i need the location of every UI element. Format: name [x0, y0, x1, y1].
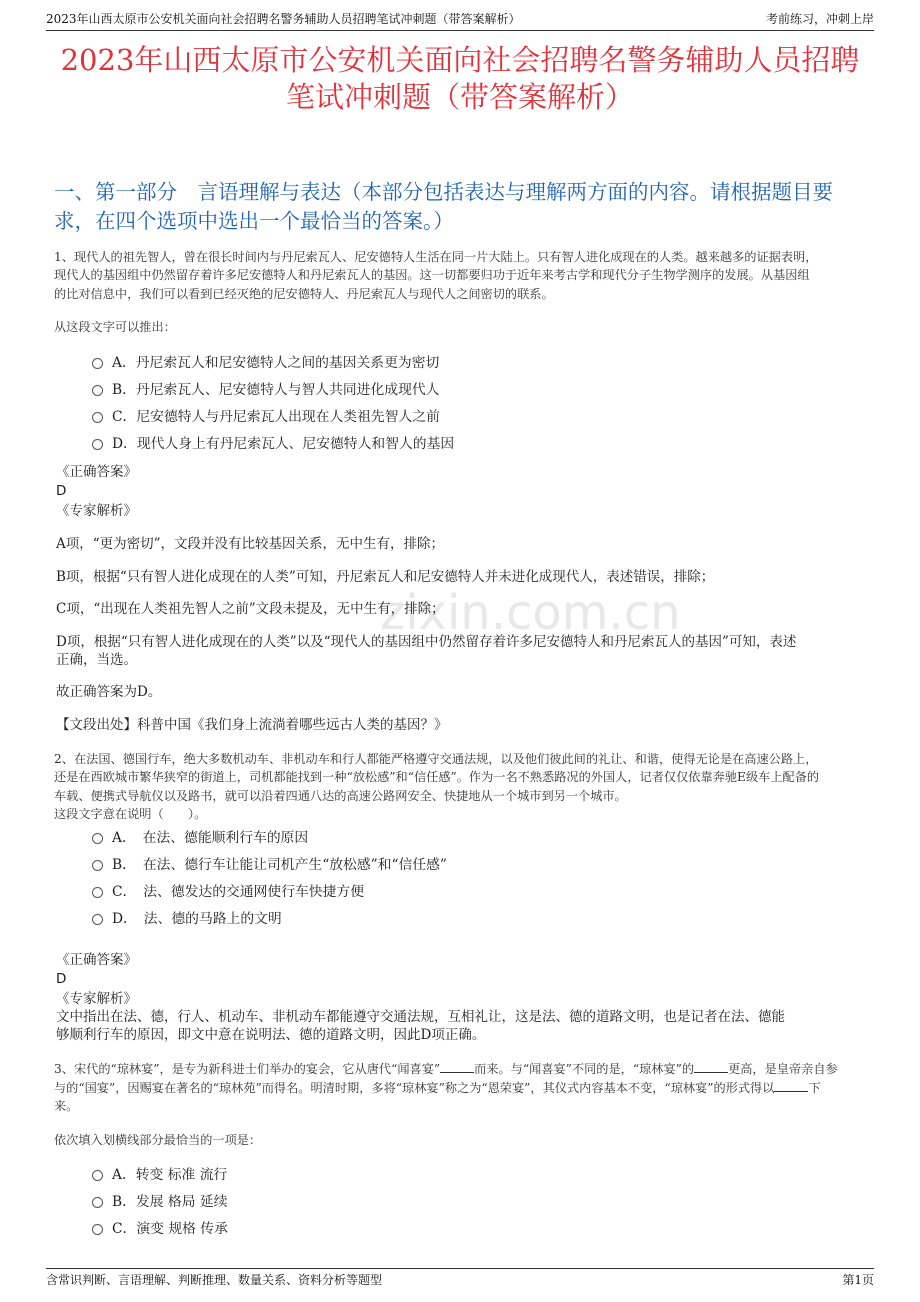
radio-icon[interactable] — [92, 1170, 103, 1181]
title-line-1: 2023年山西太原市公安机关面向社会招聘名警务辅助人员招聘 — [60, 43, 860, 77]
q1-prompt: 从这段文字可以推出： — [54, 320, 176, 334]
q2-option-c[interactable]: C． 法、德发达的交通网使行车快捷方便 — [92, 881, 364, 903]
page-footer — [46, 1271, 874, 1288]
q1-explanation-d-1: D项，根据“只有智人进化成现在的人类”以及“现代人的基因组中仍然留存着许多尼安德特人和丹尼索瓦人的基因”可知，表述 — [56, 634, 797, 650]
q2-prompt: 这段文字意在说明（ ）。 — [54, 807, 207, 821]
footer-divider — [46, 1268, 874, 1269]
page-header — [46, 10, 874, 30]
q2-answer-label: 《正确答案》 — [56, 952, 137, 968]
q3-prompt: 依次填入划横线部分最恰当的一项是： — [54, 1133, 262, 1147]
q1-explanation-a: A项，“更为密切”，文段并没有比较基因关系，无中生有，排除； — [56, 536, 445, 552]
page-number: 第1页 — [842, 1273, 874, 1287]
radio-icon[interactable] — [92, 358, 103, 369]
radio-icon[interactable] — [92, 914, 103, 925]
radio-icon[interactable] — [92, 412, 103, 423]
q1-explanation-d-2: 正确，当选。 — [56, 652, 137, 668]
q1-option-b[interactable]: B．丹尼索瓦人、尼安德特人与智人共同进化成现代人 — [92, 379, 439, 401]
q2-explanation-line-2: 够顺利行车的原因，即文中意在说明法、德的道路文明，因此D项正确。 — [56, 1027, 486, 1043]
title-line-2: 笔试冲刺题（带答案解析） — [285, 80, 634, 114]
fill-blank-2 — [694, 1072, 728, 1073]
q1-option-c[interactable]: C．尼安德特人与丹尼索瓦人出现在人类祖先智人之前 — [92, 406, 440, 428]
q2-option-d[interactable]: D． 法、德的马路上的文明 — [92, 908, 282, 930]
header-divider — [46, 30, 874, 31]
q2-analysis-label: 《专家解析》 — [56, 991, 137, 1007]
q1-source: 【文段出处】科普中国《我们身上流淌着哪些远古人类的基因？》 — [56, 717, 448, 733]
radio-icon[interactable] — [92, 887, 103, 898]
section-heading: 一、第一部分 言语理解与表达（本部分包括表达与理解两方面的内容。请根据题目要求，在四个选项中选出一个最恰当的答案。） — [54, 180, 833, 233]
q2-stem-line-2: 还是在西欧城市繁华狭窄的街道上，司机都能找到一种“放松感”和“信任感”。作为一名不熟悉路况的外国人，记者仅仅依靠奔驰E级车上配备的 — [54, 770, 820, 784]
q1-answer: D — [56, 483, 67, 499]
page-title — [40, 42, 880, 116]
radio-icon[interactable] — [92, 833, 103, 844]
q1-stem-line-3: 的比对信息中，我们可以看到已经灭绝的尼安德特人、丹尼索瓦人与现代人之间密切的联系。 — [54, 287, 554, 301]
q1-answer-label: 《正确答案》 — [56, 464, 137, 480]
q2-explanation-line-1: 文中指出在法、德，行人、机动车、非机动车都能遵守交通法规，互相礼让，这是法、德的道路文明，也是记者在法、德能 — [56, 1009, 785, 1025]
q1-explanation-b: B项，根据“只有智人进化成现在的人类”可知，丹尼索瓦人和尼安德特人并未进化成现代人，表述错误，排除； — [56, 569, 715, 585]
radio-icon[interactable] — [92, 860, 103, 871]
q1-stem-line-1: 1、现代人的祖先智人，曾在很长时间内与丹尼索瓦人、尼安德特人生活在同一片大陆上。只有智人进化成现在的人类。越来越多的证据表明， — [54, 250, 818, 264]
q2-stem-line-3: 车载、便携式导航仪以及路书，就可以沿着四通八达的高速公路网安全、快捷地从一个城市到另一个城市。 — [54, 789, 627, 803]
q2-stem-line-1: 2、在法国、德国行车，绝大多数机动车、非机动车和行人都能严格遵守交通法规，以及他们彼此间的礼让、和谐，使得无论是在高速公路上， — [54, 752, 818, 766]
q1-conclusion: 故正确答案为D。 — [56, 684, 162, 700]
watermark: zixin.com.cn — [380, 585, 681, 641]
radio-icon[interactable] — [92, 1197, 103, 1208]
q3-option-a[interactable]: A．转变 标准 流行 — [92, 1164, 227, 1186]
q2-option-a[interactable]: A． 在法、德能顺利行车的原因 — [92, 827, 308, 849]
footer-description: 含常识判断、言语理解、判断推理、数量关系、资料分析等题型 — [46, 1273, 383, 1287]
radio-icon[interactable] — [92, 439, 103, 450]
q2-option-b[interactable]: B． 在法、德行车让能让司机产生“放松感”和“信任感” — [92, 854, 447, 876]
header-slogan: 考前练习，冲刺上岸 — [765, 12, 874, 26]
q1-explanation-c: C项，“出现在人类祖先智人之前”文段未提及，无中生有，排除； — [56, 601, 445, 617]
q3-option-b[interactable]: B．发展 格局 延续 — [92, 1191, 228, 1213]
q3-stem-line-1: 3、宋代的“琼林宴”，是专为新科进士们举办的宴会，它从唐代“闻喜宴” 而来。与“闻喜宴”不同的是，“琼林宴”的 更高，是皇帝亲自参 — [54, 1062, 838, 1076]
fill-blank-3 — [774, 1091, 808, 1092]
q3-option-c[interactable]: C．演变 规格 传承 — [92, 1218, 228, 1240]
q1-analysis-label: 《专家解析》 — [56, 503, 137, 519]
radio-icon[interactable] — [92, 385, 103, 396]
q2-answer: D — [56, 971, 67, 987]
q1-option-d[interactable]: D．现代人身上有丹尼索瓦人、尼安德特人和智人的基因 — [92, 433, 454, 455]
fill-blank-1 — [440, 1072, 474, 1073]
q3-stem-line-3: 来。 — [54, 1099, 79, 1113]
header-doc-title: 2023年山西太原市公安机关面向社会招聘名警务辅助人员招聘笔试冲刺题（带答案解析） — [46, 12, 521, 26]
radio-icon[interactable] — [92, 1224, 103, 1235]
q1-option-a[interactable]: A．丹尼索瓦人和尼安德特人之间的基因关系更为密切 — [92, 352, 439, 374]
q1-stem-line-2: 现代人的基因组中仍然留存着许多尼安德特人和丹尼索瓦人的基因。这一切都要归功于近年来考古学和现代分子生物学测序的发展。从基因组 — [54, 268, 810, 282]
q3-stem-line-2: 与的“国宴”，因赐宴在著名的“琼林苑”而得名。明清时期，多将“琼林宴”称之为“恩荣宴”，其仪式内容基本不变，“琼林宴”的形式得以 下 — [54, 1081, 821, 1095]
